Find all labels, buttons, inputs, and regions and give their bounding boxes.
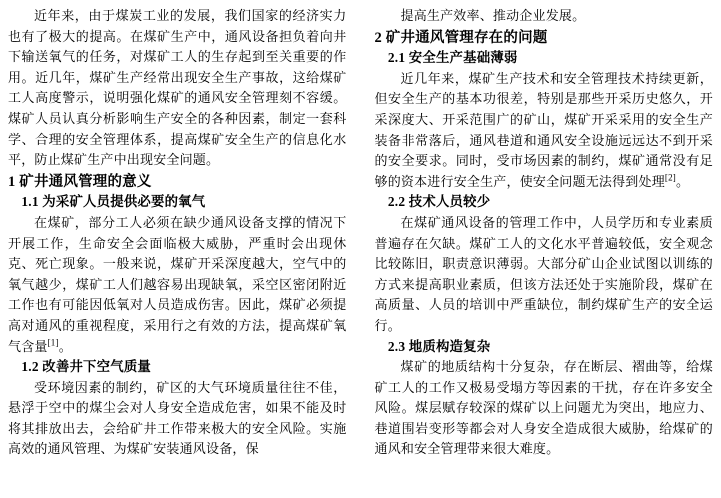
right-column (361, 6, 714, 498)
paragraph-oxygen-importance-tail: 。 (58, 338, 72, 354)
paragraph-air-quality: 受环境因素的制约，矿区的大气环境质量往往不佳，悬浮于空中的煤尘会对人身安全造成危害，如果不能及时将其排放出去，会给矿井工作带来极大的安全风险。实施高效的通风管理、为煤矿安装通风设备，保 (8, 379, 347, 457)
paragraph-improve-efficiency: 提高生产效率、推动企业发展。 (400, 8, 586, 23)
paragraph-economy-growth: 近年来，由于煤炭工业的发展，我们国家的经济实力也有了极大的提高。在煤矿生产中，通风设备担负着向井下输送氧气的任务，对煤矿工人的生存起到至关重要的作用。近几年，煤矿生产经常出现安全生产事故，这给煤矿工人高度警示，说明强化煤矿的通风安全管理刻不容缓。煤矿人员认真分析影响生产安全的各种因素，制定一套科学、合理的安全管理体系，提高煤矿安全生产的信息化水平，防止煤矿生产中出现安全问题。 (8, 8, 347, 168)
paragraph-weak-foundation-tail: 。 (676, 173, 690, 189)
paragraph-weak-foundation-text: 近几年来，煤矿生产技术和安全管理技术持续更新，但安全生产的基本功很差，特别是那些开采历史悠久，开采深度大、开采范围广的矿山，煤矿开采采用的安全生产装备非常落后，通风巷道和通风安全设施远远达不到开采的安全要求。同时，受市场因素的制约，煤矿通常没有足够的资本进行安全生产，使安全问题无法得到处理 (374, 70, 713, 189)
heading-2-1-weak-foundation: 2.1 安全生产基础薄弱 (387, 50, 518, 66)
footnote-marker-2: [2] (664, 172, 677, 183)
heading-1-2-air-quality: 1.2 改善井下空气质量 (21, 359, 152, 375)
heading-1-significance: 1 矿井通风管理的意义 (8, 173, 152, 190)
heading-2-problems: 2 矿井通风管理存在的问题 (374, 29, 548, 46)
heading-1-1-oxygen: 1.1 为采矿人员提供必要的氧气 (21, 194, 206, 210)
paragraph-weak-foundation (375, 69, 714, 193)
paragraph-oxygen-importance-text: 在煤矿，部分工人必须在缺少通风设备支撑的情况下开展工作，生命安全会面临极大威胁，严重时会出现休克、死亡现象。一般来说，煤矿开采深度越大，空气中的氧气越少，煤矿工人们越容易出现缺氧，采空区密闭附近工作也有可能因低氧对人员造成伤害。因此，煤矿必须提高对通风的重视程度，采用行之有效的方法，提高煤矿氧气含量 (8, 214, 347, 354)
heading-2-2-few-technicians: 2.2 技术人员较少 (387, 194, 491, 210)
footnote-marker-1: [1] (47, 337, 59, 348)
paragraph-few-technicians: 在煤矿通风设备的管理工作中，人员学历和专业素质普遍存在欠缺。煤矿工人的文化水平普遍较低，安全观念比较陈旧，职责意识薄弱。大部分矿山企业试图以训练的方式来提高职业素质，但该方法还处于实施阶段，煤矿在高质量、人员的培训中严重缺位，制约煤矿生产的安全运行。 (374, 214, 713, 333)
heading-2-3-complex-geology: 2.3 地质构造复杂 (387, 338, 491, 354)
paragraph-complex-geology: 煤矿的地质结构十分复杂，存在断层、褶曲等，给煤矿工人的工作又极易受塌方等因素的干扰，存在许多安全风险。煤层赋存较深的煤矿以上问题尤为突出，地应力、巷道围岩变形等都会对人身安全造成很大威胁，给煤矿的通风和安全管理带来很大难度。 (374, 359, 713, 457)
left-column (8, 6, 361, 498)
paragraph-oxygen-importance (8, 213, 347, 357)
